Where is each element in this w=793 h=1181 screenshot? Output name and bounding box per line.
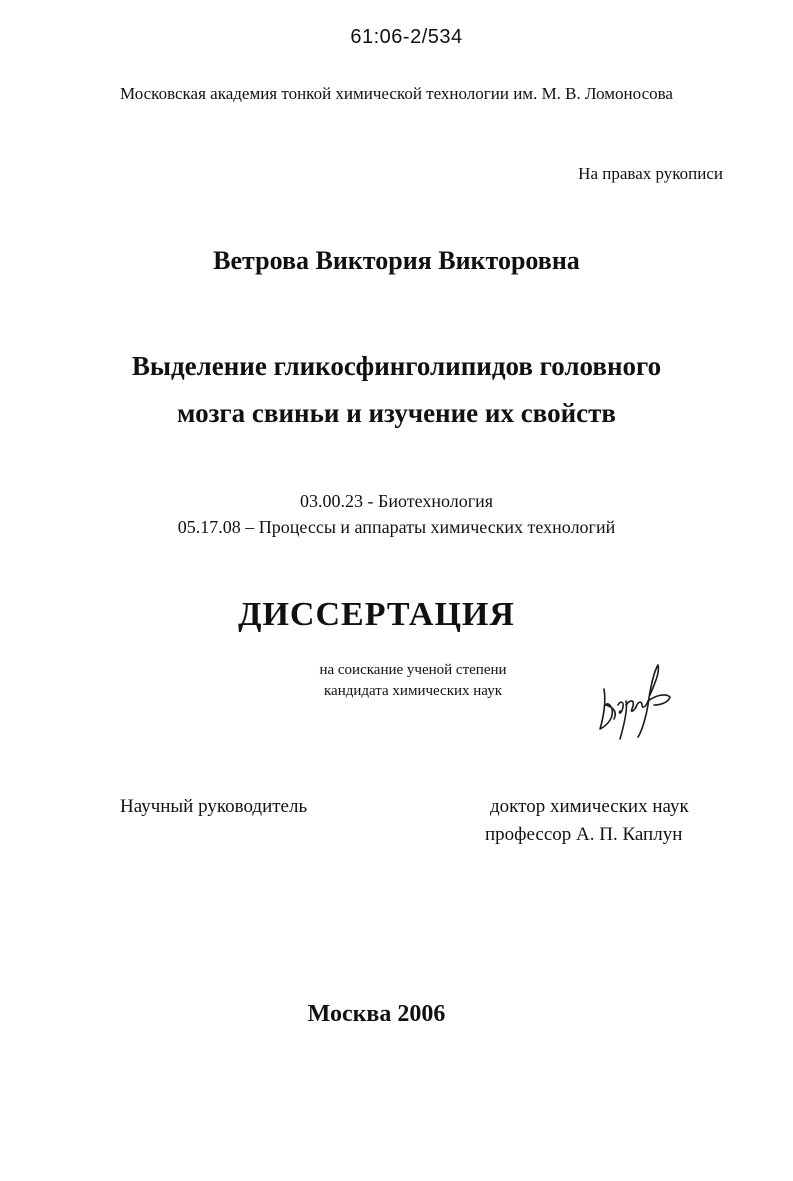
specialty-code-1: 03.00.23 - Биотехнология [299,491,494,511]
supervisor-label: Научный руководитель [120,796,308,817]
thesis-title-line-1: Выделение гликосфинголипидов головного [131,351,662,381]
document-type: ДИССЕРТАЦИЯ [238,596,515,633]
degree-line-1: на соискание ученой степени [319,662,507,678]
handwritten-signature-icon [590,655,680,745]
thesis-title-line-2: мозга свиньи и изучение их свойств [177,398,616,428]
city-year: Москва 2006 [307,1001,446,1027]
rights-note: На правах рукописи [578,164,723,183]
institution-name: Московская академия тонкой химической технологии им. М. В. Ломоносова [120,84,673,103]
supervisor-degree: доктор химических наук [490,796,689,817]
degree-line-2: кандидата химических наук [323,683,502,699]
specialty-code-2: 05.17.08 – Процессы и аппараты химических технологий [177,517,616,537]
supervisor-name: профессор А. П. Каплун [485,824,683,845]
catalog-code: 61:06-2/534 [350,26,463,48]
author-name: Ветрова Виктория Викторовна [213,246,580,275]
